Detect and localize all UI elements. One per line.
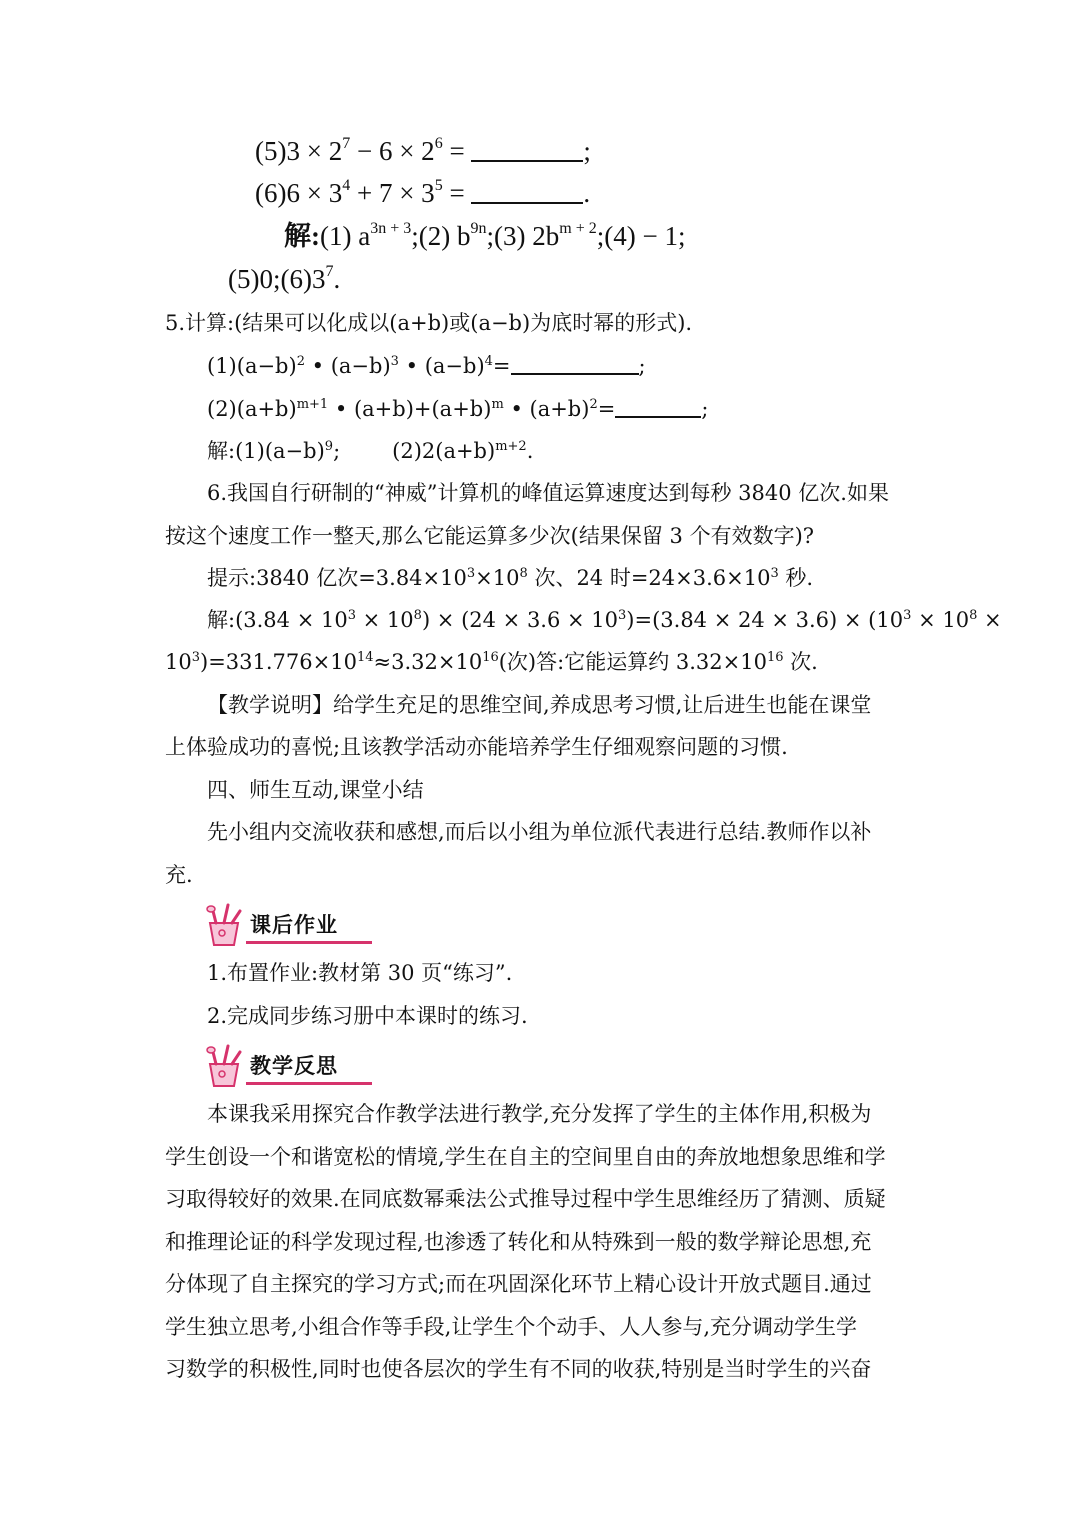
solution-text: × bbox=[977, 608, 1002, 632]
item-text: • (a+b)+(a+b) bbox=[328, 397, 492, 421]
solution-exp: 3 bbox=[191, 650, 201, 666]
item-exp: 3 bbox=[390, 354, 399, 370]
homework-banner bbox=[202, 903, 382, 947]
item-text: • (a+b) bbox=[503, 397, 590, 421]
problem-6-mid: + 7 × 3 bbox=[350, 178, 435, 208]
solution-2-end: . bbox=[526, 439, 534, 463]
solution-2: (2)2(a+b) bbox=[392, 439, 496, 463]
solution-text: ≈3.32×10 bbox=[373, 650, 483, 674]
problem-6 bbox=[255, 176, 590, 210]
solution-text: (次)答:它能运算约 3.32×10 bbox=[498, 650, 767, 674]
solution-exp: 16 bbox=[766, 650, 784, 666]
answer-line-2 bbox=[228, 262, 340, 296]
hint-exp: 8 bbox=[519, 566, 528, 582]
item-text: = bbox=[492, 354, 511, 378]
solution-text: × 10 bbox=[911, 608, 970, 632]
solution-text: × 10 bbox=[355, 608, 414, 632]
section-4-heading: 四、师生互动,课堂小结 bbox=[207, 778, 424, 802]
separator: ; bbox=[596, 221, 605, 251]
item-exp: 2 bbox=[589, 397, 598, 413]
banner-underline bbox=[246, 1082, 372, 1085]
reflection-title: 教学反思 bbox=[250, 1054, 338, 1078]
banner-underline bbox=[246, 941, 372, 944]
answer-blank[interactable] bbox=[471, 176, 583, 204]
problem-5-exp1: 7 bbox=[342, 135, 351, 152]
item-end: ; bbox=[638, 354, 646, 378]
question-6-solution-line-2 bbox=[165, 648, 818, 676]
item-exp: 4 bbox=[484, 354, 493, 370]
separator: ; bbox=[411, 221, 419, 251]
problem-5-prefix: (5)3 × 2 bbox=[255, 136, 343, 166]
answer-6-exp: 7 bbox=[325, 263, 334, 280]
answer-line-2-end: . bbox=[333, 264, 341, 294]
reflection-line-1: 本课我采用探究合作教学法进行教学,充分发挥了学生的主体作用,积极为 bbox=[207, 1102, 872, 1126]
separator: ; bbox=[486, 221, 495, 251]
solution-label: 解: bbox=[207, 439, 236, 463]
reflection-line-3: 习取得较好的效果.在同底数幂乘法公式推导过程中学生思维经历了猜测、质疑 bbox=[165, 1187, 886, 1211]
item-text: • (a−b) bbox=[304, 354, 391, 378]
teaching-note-line-2: 上体验成功的喜悦;且该教学活动亦能培养学生仔细观察问题的习惯. bbox=[165, 735, 788, 759]
problem-6-exp2: 5 bbox=[434, 177, 443, 194]
homework-item-2: 2.完成同步练习册中本课时的练习. bbox=[207, 1004, 528, 1028]
question-5-item-2 bbox=[207, 395, 708, 423]
hint-exp: 3 bbox=[770, 566, 779, 582]
homework-title: 课后作业 bbox=[250, 913, 338, 937]
answer-4: (4) − 1; bbox=[604, 221, 686, 251]
solution-text: )=(3.84 × 24 × 3.6) × (10 bbox=[626, 608, 904, 632]
solution-exp: 14 bbox=[356, 650, 374, 666]
item-exp: 2 bbox=[296, 354, 305, 370]
section-4-line-2: 充. bbox=[165, 863, 193, 887]
problem-6-exp1: 4 bbox=[342, 177, 351, 194]
teaching-note-line-1: 【教学说明】给学生充足的思维空间,养成思考习惯,让后进生也能在课堂 bbox=[207, 693, 872, 717]
solution-exp: 16 bbox=[482, 650, 499, 666]
answer-5-6: (5)0;(6)3 bbox=[228, 264, 326, 294]
question-6-solution-line-1 bbox=[207, 606, 1002, 634]
answer-3-exp: m + 2 bbox=[559, 220, 597, 237]
section-4-line-1: 先小组内交流收获和感想,而后以小组为单位派代表进行总结.教师作以补 bbox=[207, 820, 872, 844]
solution-text: 解:(3.84 × 10 bbox=[207, 608, 348, 632]
reflection-banner bbox=[202, 1044, 382, 1088]
solution-text: 次. bbox=[783, 650, 818, 674]
question-6-line-1: 6.我国自行研制的“神威”计算机的峰值运算速度达到每秒 3840 亿次.如果 bbox=[207, 481, 889, 505]
hint-exp: 3 bbox=[466, 566, 476, 582]
question-6-line-2: 按这个速度工作一整天,那么它能运算多少次(结果保留 3 个有效数字)? bbox=[165, 524, 815, 548]
reflection-line-7: 习数学的积极性,同时也使各层次的学生有不同的收获,特别是当时学生的兴奋 bbox=[165, 1357, 872, 1381]
solution-exp: 3 bbox=[903, 608, 912, 624]
solution-text: )=331.776×10 bbox=[200, 650, 357, 674]
solution-text: ) × (24 × 3.6 × 10 bbox=[421, 608, 619, 632]
reflection-line-5: 分体现了自主探究的学习方式;而在巩固深化环节上精心设计开放式题目.通过 bbox=[165, 1272, 872, 1296]
problem-5-exp2: 6 bbox=[434, 135, 443, 152]
reflection-line-4: 和推理论证的科学发现过程,也渗透了转化和从特殊到一般的数学辩论思想,充 bbox=[165, 1230, 872, 1254]
hint-text: 提示:3840 亿次=3.84×10 bbox=[207, 566, 467, 590]
solution-exp: 3 bbox=[618, 608, 627, 624]
hint-text: ×10 bbox=[475, 566, 520, 590]
solution-2-exp: m+2 bbox=[495, 439, 527, 455]
question-6-hint bbox=[207, 564, 813, 592]
item-exp: m bbox=[491, 397, 504, 413]
answer-blank[interactable] bbox=[471, 134, 583, 162]
homework-item-1: 1.布置作业:教材第 30 页“练习”. bbox=[207, 961, 513, 985]
solution-exp: 3 bbox=[347, 608, 356, 624]
item-text: (1)(a−b) bbox=[207, 354, 297, 378]
reflection-line-6: 学生独立思考,小组合作等手段,让学生个个动手、人人参与,充分调动学生学 bbox=[165, 1315, 858, 1339]
answer-1-exp: 3n + 3 bbox=[370, 220, 412, 237]
item-end: ; bbox=[701, 397, 709, 421]
problem-5 bbox=[255, 134, 591, 168]
hint-text: 秒. bbox=[778, 566, 814, 590]
problem-6-eq: = bbox=[442, 178, 472, 208]
item-text: (2)(a+b) bbox=[207, 397, 297, 421]
answer-label: 解: bbox=[284, 221, 320, 251]
item-exp: m+1 bbox=[296, 397, 329, 413]
problem-5-end: ; bbox=[583, 136, 591, 166]
solution-1-end: ; bbox=[333, 439, 341, 463]
question-5-title: 5.计算:(结果可以化成以(a+b)或(a−b)为底时幂的形式). bbox=[165, 311, 693, 335]
answer-2: (2) b bbox=[418, 221, 471, 251]
item-text: • (a−b) bbox=[398, 354, 485, 378]
pen-cup-icon bbox=[202, 903, 250, 947]
question-5-item-1 bbox=[207, 352, 646, 380]
answer-blank[interactable] bbox=[511, 353, 639, 375]
problem-6-end: . bbox=[583, 178, 591, 208]
answer-line-1 bbox=[284, 219, 685, 253]
problem-5-mid: − 6 × 2 bbox=[350, 136, 435, 166]
item-text: = bbox=[597, 397, 616, 421]
reflection-line-2: 学生创设一个和谐宽松的情境,学生在自主的空间里自由的奔放地想象思维和学 bbox=[165, 1145, 886, 1169]
answer-blank[interactable] bbox=[615, 396, 701, 418]
solution-1: (1)(a−b) bbox=[235, 439, 325, 463]
question-5-solution bbox=[207, 437, 533, 465]
pen-cup-icon bbox=[202, 1044, 250, 1088]
problem-5-eq: = bbox=[442, 136, 472, 166]
solution-exp: 8 bbox=[969, 608, 978, 624]
answer-1: (1) a bbox=[320, 221, 371, 251]
solution-text: 10 bbox=[165, 650, 192, 674]
solution-exp: 8 bbox=[413, 608, 422, 624]
hint-text: 次、24 时=24×3.6×10 bbox=[527, 566, 771, 590]
answer-3: (3) 2b bbox=[494, 221, 560, 251]
answer-2-exp: 9n bbox=[470, 220, 487, 237]
solution-1-exp: 9 bbox=[324, 439, 334, 455]
problem-6-prefix: (6)6 × 3 bbox=[255, 178, 343, 208]
